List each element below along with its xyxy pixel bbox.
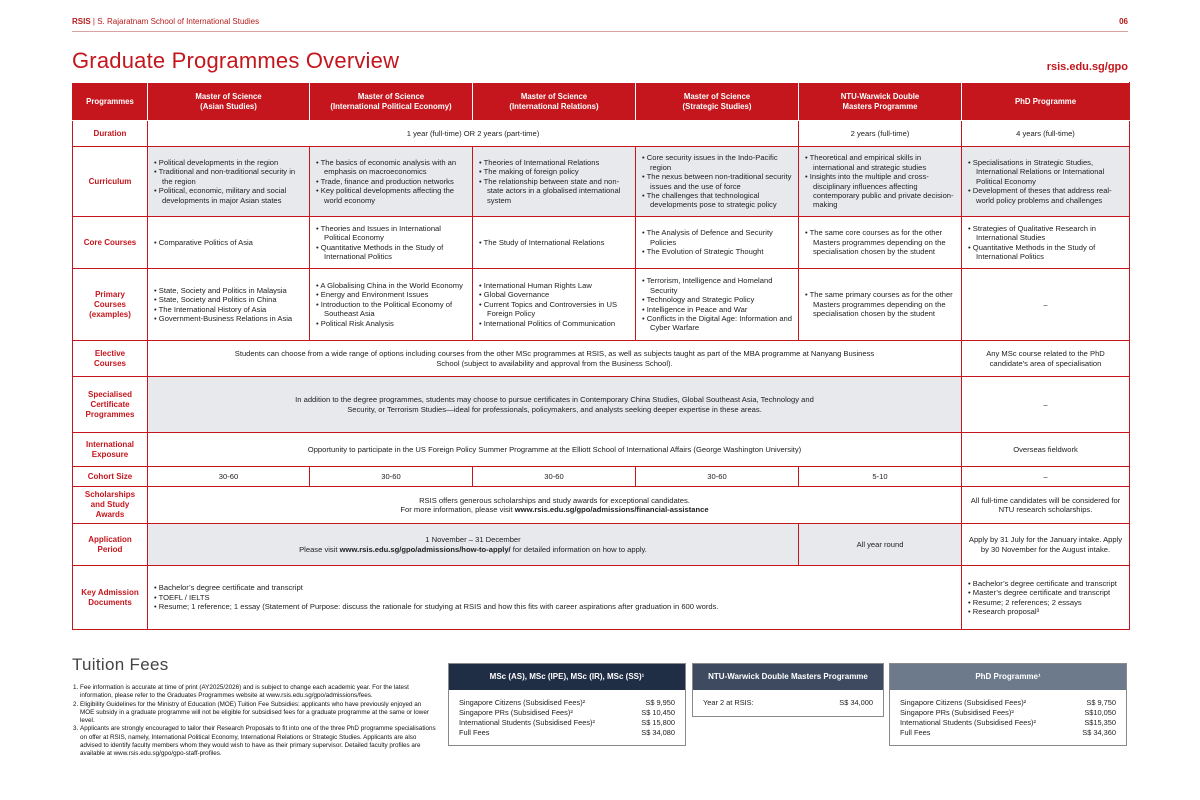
row-label: Primary Courses (examples)	[73, 269, 148, 341]
bullet-item: • The making of foreign policy	[479, 167, 629, 176]
bullet-item: • State, Society and Politics in Malaysia	[154, 286, 303, 295]
bullet-item: • Terrorism, Intelligence and Homeland Security	[642, 276, 792, 295]
bullet-item: • Traditional and non-traditional security in the region	[154, 167, 303, 186]
table-cell: Opportunity to participate in the US Foreign Policy Summer Programme at the Elliott School of International Affairs (George Washington University)	[148, 433, 962, 467]
bullet-item: • International Politics of Communication	[479, 319, 629, 328]
tuition-title: Tuition Fees	[72, 655, 169, 674]
col-header: Master of Science (Strategic Studies)	[636, 83, 799, 121]
fee-amount: S$15,350	[1084, 717, 1116, 727]
financial-assistance-link[interactable]: www.rsis.edu.sg/gpo/admissions/financial-assistance	[514, 505, 709, 514]
fee-label: Singapore PRs (Subsidised Fees)²	[459, 707, 573, 717]
row-label: Elective Courses	[73, 341, 148, 377]
bullet-item: • Political Risk Analysis	[316, 319, 466, 328]
row-label: Cohort Size	[73, 467, 148, 487]
scholarship-text: RSIS offers generous scholarships and study awards for exceptional candidates.	[419, 495, 690, 505]
ntu-fees-header: NTU-Warwick Double Masters Programme	[693, 664, 883, 690]
bullet-item: • The Analysis of Defence and Security Policies	[642, 228, 792, 247]
bullet-item: • Theories and Issues in International Political Economy	[316, 224, 466, 243]
bullet-item: • Theoretical and empirical skills in international and strategic studies	[805, 153, 955, 172]
table-row	[73, 433, 1130, 467]
fee-row	[900, 718, 1116, 728]
bullet-item: • Quantitative Methods in the Study of International Politics	[968, 243, 1123, 262]
table-row	[73, 341, 1130, 377]
fee-amount: S$10,050	[1084, 707, 1116, 717]
msc-fees-body	[449, 690, 685, 745]
phd-fees-box	[889, 663, 1127, 746]
row-label: Application Period	[73, 524, 148, 566]
bullet-item: • Quantitative Methods in the Study of International Politics	[316, 243, 466, 262]
application-dates: 1 November – 31 December	[425, 535, 521, 545]
col-header: Master of Science (Asian Studies)	[148, 83, 310, 121]
bullet-item: • The same primary courses as for the other Masters programmes depending on the specialisation chosen by the student	[805, 290, 955, 318]
fee-label: International Students (Subsidised Fees)²	[900, 717, 1036, 727]
table-row	[73, 566, 1130, 630]
table-cell	[148, 269, 310, 341]
table-cell: Students can choose from a wide range of options including courses from the other MSc programmes at RSIS, as well as subjects taught as part of the MBA programme at Nanyang Business School (subject to availability and approval from the Business School).	[148, 341, 962, 377]
fee-amount: S$ 9,750	[1086, 698, 1116, 707]
table-row	[73, 487, 1130, 524]
table-cell	[310, 147, 473, 217]
bullet-item: • The International History of Asia	[154, 305, 303, 314]
row-label: Core Courses	[73, 217, 148, 269]
fee-label: International Students (Subsidised Fees)²	[459, 717, 595, 727]
col-header: NTU-Warwick Double Masters Programme	[799, 83, 962, 121]
fee-row	[703, 698, 873, 708]
table-cell: 30-60	[310, 467, 473, 487]
bullet-item: • The Evolution of Strategic Thought	[642, 247, 792, 256]
bullet-item: • Political developments in the region	[154, 158, 303, 167]
fee-amount: S$ 15,800	[641, 717, 675, 727]
table-row	[73, 524, 1130, 566]
bullet-item: • Conflicts in the Digital Age: Information and Cyber Warfare	[642, 314, 792, 333]
bullet-item: • Energy and Environment Issues	[316, 290, 466, 299]
table-row	[73, 467, 1130, 487]
table-cell: All year round	[799, 524, 962, 566]
bullet-item: • Political, economic, military and social developments in major Asian states	[154, 186, 303, 205]
fee-row	[900, 698, 1116, 708]
bullet-item: • The challenges that technological developments pose to strategic policy	[642, 191, 792, 210]
row-label: International Exposure	[73, 433, 148, 467]
table-cell: Overseas fieldwork	[962, 433, 1130, 467]
bullet-item: • Resume; 1 reference; 1 essay (Statement of Purpose: discuss the rationale for studying at RSIS and how this fits with career aspirations after graduation in 600 words.	[154, 602, 955, 611]
msc-fees-header: MSc (AS), MSc (IPE), MSc (IR), MSc (SS)¹	[449, 664, 685, 690]
bullet-item: • Core security issues in the Indo-Pacific region	[642, 153, 792, 172]
how-to-apply-link[interactable]: www.rsis.edu.sg/gpo/admissions/how-to-apply/	[339, 544, 511, 554]
bullet-item: • Strategies of Qualitative Research in International Studies	[968, 224, 1123, 243]
col-header: Master of Science (International Relations)	[473, 83, 636, 121]
fee-row	[900, 708, 1116, 718]
bullet-item: • Development of theses that address real-world policy problems and challenges	[968, 186, 1123, 205]
website-link[interactable]: rsis.edu.sg/gpo	[1046, 61, 1128, 73]
table-cell	[148, 566, 962, 630]
table-header-row	[73, 83, 1130, 121]
fee-row	[459, 728, 675, 738]
table-cell: All full-time candidates will be considered for NTU research scholarships.	[962, 487, 1130, 524]
fee-row	[900, 728, 1116, 738]
fee-label: Year 2 at RSIS:	[703, 698, 754, 707]
table-cell	[148, 217, 310, 269]
table-cell	[962, 147, 1130, 217]
page-number: 06	[1119, 17, 1128, 26]
bullet-item: • The nexus between non-traditional security issues and the use of force	[642, 172, 792, 191]
bullet-item: • Key political developments affecting the world economy	[316, 186, 466, 205]
bullet-item: • The relationship between state and non-state actors in a globalised international system	[479, 177, 629, 205]
fee-amount: S$ 10,450	[641, 707, 675, 717]
bullet-item: • Comparative Politics of Asia	[154, 238, 303, 247]
table-cell: 30-60	[473, 467, 636, 487]
tuition-notes	[72, 684, 437, 759]
table-cell: 30-60	[636, 467, 799, 487]
bullet-item: • Resume; 2 references; 2 essays	[968, 598, 1123, 607]
note-item: 3. Applicants are strongly encouraged to tailor their Research Proposals to fit into one of the three PhD programme specialisations on offer at RSIS, namely, International Political Economy, International Relations or Strategic Studies. Applicants are also advised to identify faculty members whom they would wish to have as their primary supervisor. Detailed faculty profiles are available at www.rsis.edu.sg/gpo/gpo-staff-profiles.	[80, 725, 437, 758]
col-header: Programmes	[73, 83, 148, 121]
phd-fees-header: PhD Programme¹	[890, 664, 1126, 690]
fee-row	[459, 708, 675, 718]
col-header: Master of Science (International Political Economy)	[310, 83, 473, 121]
phd-fees-body	[890, 690, 1126, 745]
table-cell	[799, 217, 962, 269]
table-cell: 2 years (full-time)	[799, 121, 962, 147]
fee-row	[459, 698, 675, 708]
fee-amount: S$ 9,950	[645, 698, 675, 707]
bullet-item: • Master’s degree certificate and transcript	[968, 588, 1123, 597]
bullet-item: • The same core courses as for the other Masters programmes depending on the specialisation chosen by the student	[805, 228, 955, 256]
bullet-item: • Trade, finance and production networks	[316, 177, 466, 186]
bullet-item: • Bachelor’s degree certificate and transcript	[154, 583, 955, 592]
fee-label: Singapore Citizens (Subsidised Fees)²	[900, 698, 1027, 707]
fee-row	[459, 718, 675, 728]
fee-amount: S$ 34,000	[839, 698, 873, 707]
table-cell	[310, 217, 473, 269]
table-row	[73, 147, 1130, 217]
bullet-item: • Global Governance	[479, 290, 629, 299]
col-header: PhD Programme	[962, 83, 1130, 121]
table-cell	[799, 147, 962, 217]
table-cell	[473, 147, 636, 217]
msc-fees-box	[448, 663, 686, 746]
fee-label: Full Fees	[900, 727, 931, 737]
bullet-item: • TOEFL / IELTS	[154, 593, 955, 602]
row-label: Key Admission Documents	[73, 566, 148, 630]
table-cell: –	[962, 269, 1130, 341]
ntu-fees-box	[692, 663, 884, 717]
bullet-item: • Bachelor’s degree certificate and transcript	[968, 579, 1123, 588]
programmes-table	[72, 82, 1130, 630]
bullet-item: • State, Society and Politics in China	[154, 295, 303, 304]
school-brand: RSIS | S. Rajaratnam School of International Studies	[72, 17, 260, 26]
table-cell: 30-60	[148, 467, 310, 487]
table-row	[73, 217, 1130, 269]
table-cell: 1 year (full-time) OR 2 years (part-time)	[148, 121, 799, 147]
row-label: Duration	[73, 121, 148, 147]
table-cell	[636, 147, 799, 217]
bullet-item: • Introduction to the Political Economy of Southeast Asia	[316, 300, 466, 319]
row-label: Curriculum	[73, 147, 148, 217]
fee-label: Singapore Citizens (Subsidised Fees)²	[459, 698, 586, 707]
table-cell	[636, 269, 799, 341]
table-cell	[148, 524, 799, 566]
bullet-item: • The Study of International Relations	[479, 238, 629, 247]
table-cell: Apply by 31 July for the January intake. Apply by 30 November for the August intake.	[962, 524, 1130, 566]
ntu-fees-body	[693, 690, 883, 716]
bullet-item: • Current Topics and Controversies in US Foreign Policy	[479, 300, 629, 319]
table-cell: –	[962, 467, 1130, 487]
bullet-item: • Insights into the multiple and cross-disciplinary influences affecting contemporary public and private decision-making	[805, 172, 955, 210]
table-cell	[148, 487, 962, 524]
table-cell	[473, 217, 636, 269]
table-cell: In addition to the degree programmes, students may choose to pursue certificates in Contemporary China Studies, Global Southeast Asia, Technology and Security, or Terrorism Studies—ideal for professionals, policymakers, and analysts seeking deeper expertise in these areas.	[148, 377, 962, 433]
table-cell: 4 years (full-time)	[962, 121, 1130, 147]
table-cell	[473, 269, 636, 341]
table-cell: –	[962, 377, 1130, 433]
note-item: 1. Fee information is accurate at time of print (AY2025/2026) and is subject to change each academic year. For the latest information, please refer to the Graduates Programmes website at www.rsis.edu.sg/gpo/admissions/fees.	[80, 684, 437, 701]
fee-amount: S$ 34,080	[641, 727, 675, 737]
page-title: Graduate Programmes Overview	[72, 48, 400, 73]
scholarship-link-line: For more information, please visit www.rsis.edu.sg/gpo/admissions/financial-assistance	[400, 505, 709, 514]
table-cell: 5-10	[799, 467, 962, 487]
bullet-item: • Research proposal³	[968, 607, 1123, 616]
note-item: 2. Eligibility Guidelines for the Ministry of Education (MOE) Tuition Fee Subsidies: applicants who have previously enjoyed an MOE subsidy in a graduate programme will not be eligible for subsidised fees for a graduate programme at the same or lower level.	[80, 701, 437, 726]
row-label: Specialised Certificate Programmes	[73, 377, 148, 433]
bullet-item: • Technology and Strategic Policy	[642, 295, 792, 304]
table-row	[73, 121, 1130, 147]
application-link-line: Please visit www.rsis.edu.sg/gpo/admissions/how-to-apply/ for detailed information on how to apply.	[299, 544, 647, 554]
bullet-item: • International Human Rights Law	[479, 281, 629, 290]
fee-label: Full Fees	[459, 727, 490, 737]
bullet-item: • Intelligence in Peace and War	[642, 305, 792, 314]
table-cell	[799, 269, 962, 341]
bullet-item: • A Globalising China in the World Economy	[316, 281, 466, 290]
table-cell	[962, 217, 1130, 269]
table-cell: Any MSc course related to the PhD candidate’s area of specialisation	[962, 341, 1130, 377]
fee-amount: S$ 34,360	[1082, 727, 1116, 737]
row-label: Scholarships and Study Awards	[73, 487, 148, 524]
table-cell	[636, 217, 799, 269]
fee-label: Singapore PRs (Subsidised Fees)²	[900, 707, 1014, 717]
table-cell	[962, 566, 1130, 630]
bullet-item: • Theories of International Relations	[479, 158, 629, 167]
bullet-item: • The basics of economic analysis with an emphasis on macroeconomics	[316, 158, 466, 177]
bullet-item: • Government-Business Relations in Asia	[154, 314, 303, 323]
table-cell	[310, 269, 473, 341]
table-row	[73, 377, 1130, 433]
top-bar	[72, 14, 1128, 32]
table-row	[73, 269, 1130, 341]
table-cell	[148, 147, 310, 217]
bullet-item: • Specialisations in Strategic Studies, International Relations or International Political Economy	[968, 158, 1123, 186]
